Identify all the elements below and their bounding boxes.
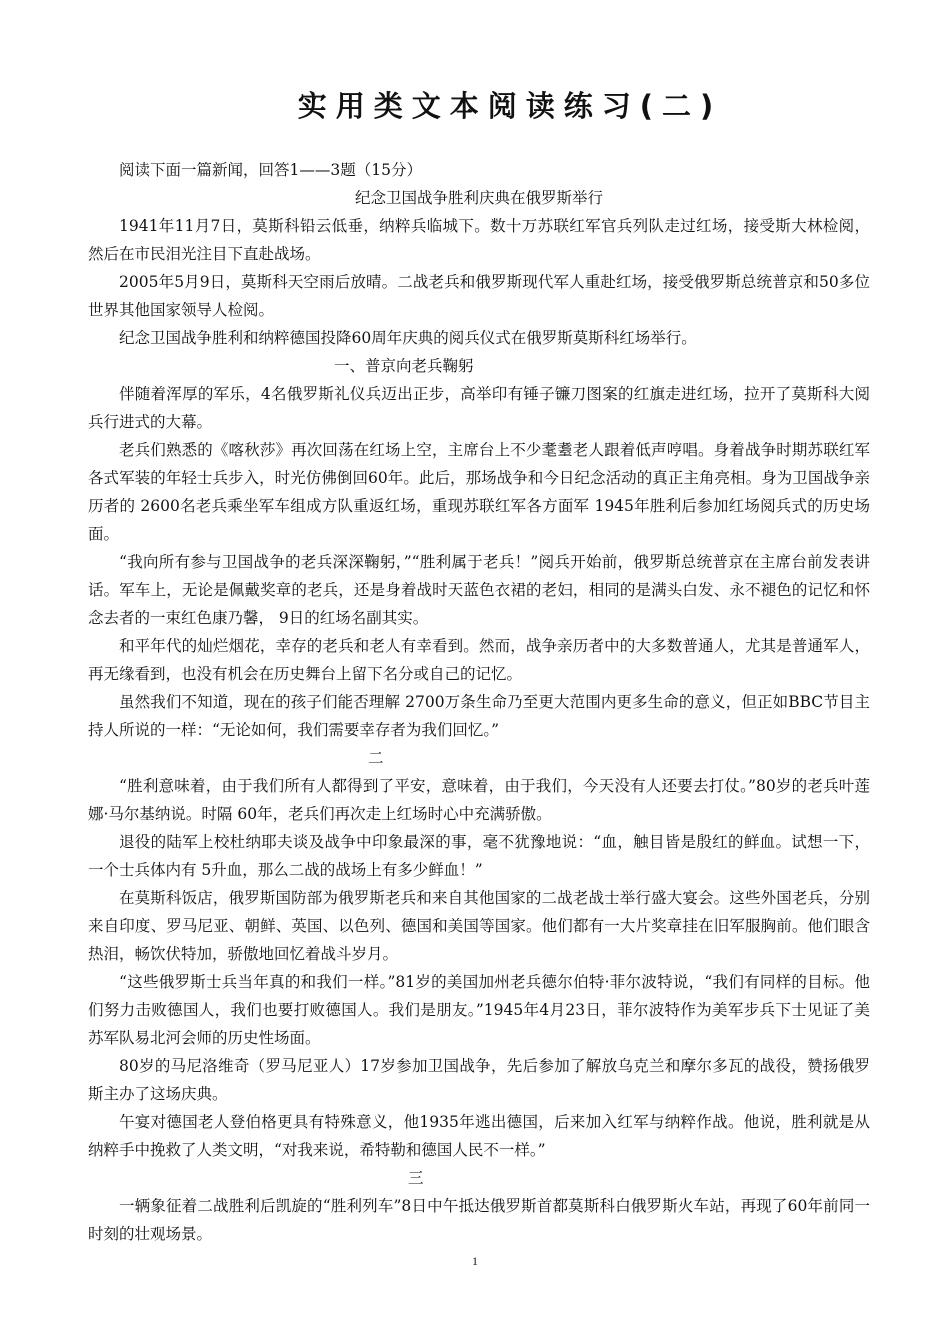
intro-paragraph: 纪念卫国战争胜利和纳粹德国投降60周年庆典的阅兵仪式在俄罗斯莫斯科红场举行。 [119, 329, 697, 347]
paragraph: 虽然我们不知道，现在的孩子们能否理解 2700万条生命乃至更大范围内更多生命的意义，但正如BBC节目主持人所说的一样：“无论如何，我们需要幸存者为我们回忆。” [88, 693, 870, 739]
paragraph: 一辆象征着二战胜利后凯旋的“胜利列车”8日中午抵达俄罗斯首都莫斯科白俄罗斯火车站，再现了60年前同一时刻的壮观场景。 [88, 1197, 870, 1243]
paragraph: 退役的陆军上校杜纳耶夫谈及战争中印象最深的事，毫不犹豫地说：“血，触目皆是殷红的鲜血。试想一下，一个士兵体内有 5升血，那么二战的战场上有多少鲜血！” [88, 833, 870, 879]
section-heading-3: 三 [408, 1169, 424, 1187]
section-heading-1: 一、普京向老兵鞠躬 [334, 357, 474, 375]
page-title: 实用类文本阅读练习(二) [297, 89, 723, 123]
section-heading-2: 二 [368, 749, 384, 767]
paragraph: “我向所有参与卫国战争的老兵深深鞠躬，”“胜利属于老兵！”阅兵开始前，俄罗斯总统普京在主席台前发表讲话。军车上，无论是佩戴奖章的老兵，还是身着战时天蓝色衣裙的老妇，相同的是满头白发、永不褪色的记忆和怀念去者的一束红色康乃馨， 9日的红场名副其实。 [88, 553, 870, 627]
paragraph: “这些俄罗斯士兵当年真的和我们一样。”81岁的美国加州老兵德尔伯特·菲尔波特说，“我们有同样的目标。他们努力击败德国人，我们也要打败德国人。我们是朋友。”1945年4月23日，菲尔波特作为美军步兵下士见证了美苏军队易北河会师的历史性场面。 [88, 973, 870, 1047]
article-body [88, 156, 870, 1248]
paragraph: 老兵们熟悉的《喀秋莎》再次回荡在红场上空，主席台上不少耄耋老人跟着低声哼唱。身着战争时期苏联红军各式军装的年轻士兵步入，时光仿佛倒回60年。此后，那场战争和今日纪念活动的真正主角亮相。身为卫国战争亲历者的 2600名老兵乘坐军车组成方队重返红场，重现苏联红军各方面军 1945年胜利后参加红场阅兵式的历史场面。 [88, 441, 870, 543]
news-title: 纪念卫国战争胜利庆典在俄罗斯举行 [354, 189, 603, 207]
paragraph: 在莫斯科饭店，俄罗斯国防部为俄罗斯老兵和来自其他国家的二战老战士举行盛大宴会。这些外国老兵，分别来自印度、罗马尼亚、朝鲜、英国、以色列、德国和美国等国家。他们都有一大片奖章挂在旧军服胸前。他们眼含热泪，畅饮伏特加，骄傲地回忆着战斗岁月。 [88, 889, 870, 963]
paragraph: “胜利意味着，由于我们所有人都得到了平安，意味着，由于我们，今天没有人还要去打仗。”80岁的老兵叶莲娜·马尔基纳说。时隔 60年，老兵们再次走上红场时心中充满骄傲。 [88, 777, 870, 823]
paragraph: 80岁的马尼洛维奇（罗马尼亚人）17岁参加卫国战争，先后参加了解放乌克兰和摩尔多瓦的战役，赞扬俄罗斯主办了这场庆典。 [88, 1057, 870, 1103]
paragraph: 和平年代的灿烂烟花，幸存的老兵和老人有幸看到。然而，战争亲历者中的大多数普通人，尤其是普通军人，再无缘看到，也没有机会在历史舞台上留下名分或自己的记忆。 [88, 637, 870, 683]
intro-paragraph: 1941年11月7日，莫斯科铅云低垂，纳粹兵临城下。数十万苏联红军官兵列队走过红场，接受斯大林检阅，然后在市民泪光注目下直赴战场。 [88, 217, 870, 263]
paragraph: 午宴对德国老人登伯格更具有特殊意义，他1935年逃出德国，后来加入红军与纳粹作战。他说，胜利就是从纳粹手中挽救了人类文明，“对我来说，希特勒和德国人民不一样。” [88, 1113, 870, 1159]
instruction-text: 阅读下面一篇新闻，回答1——3题（15分） [119, 161, 422, 179]
paragraph: 伴随着浑厚的军乐，4名俄罗斯礼仪兵迈出正步，高举印有锤子镰刀图案的红旗走进红场，拉开了莫斯科大阅兵行进式的大幕。 [88, 385, 870, 431]
page-number: 1 [472, 1254, 478, 1268]
intro-paragraph: 2005年5月9日，莫斯科天空雨后放晴。二战老兵和俄罗斯现代军人重赴红场，接受俄罗斯总统普京和50多位世界其他国家领导人检阅。 [88, 273, 870, 319]
